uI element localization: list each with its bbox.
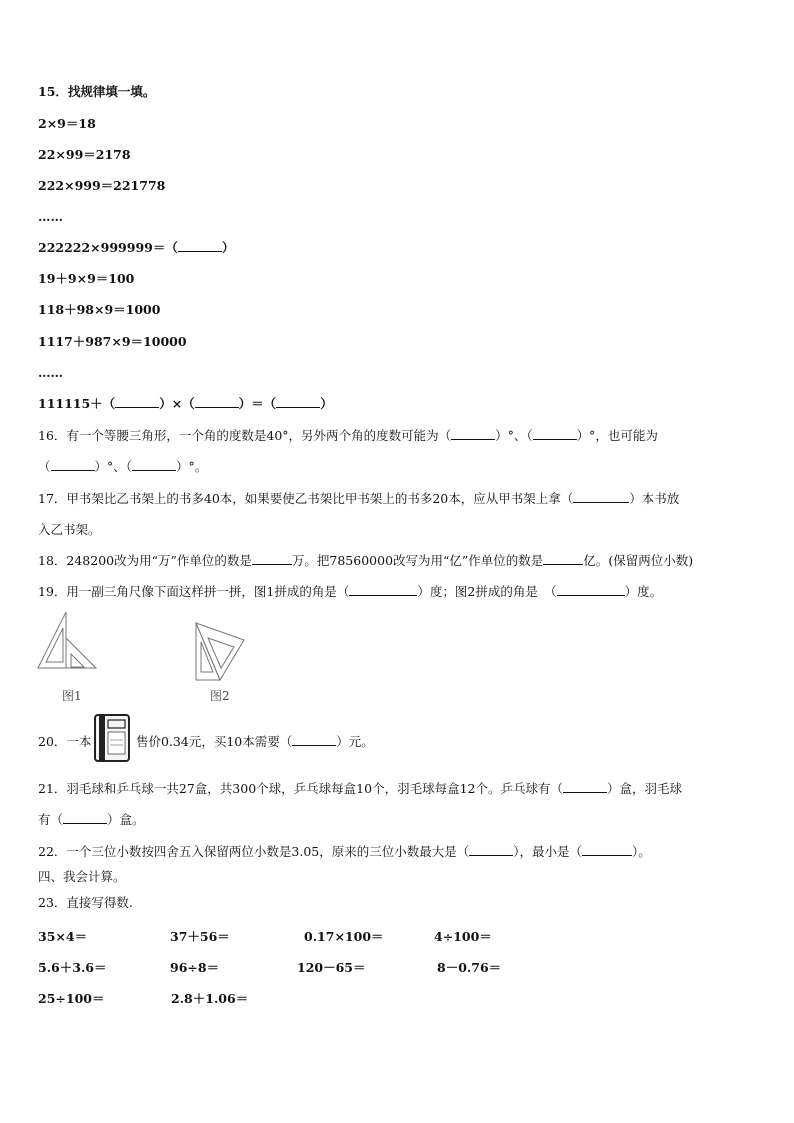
answer-blank[interactable] — [563, 781, 607, 793]
q21-line-1 — [38, 781, 682, 797]
q16-text-6: ）°。 — [176, 459, 208, 474]
q17-text-1: 17．甲书架比乙书架上的书多40本，如果要使乙书架比甲书架上的书多20本，应从甲书架上拿（ — [38, 491, 574, 506]
q15-line-2: 22×99＝2178 — [38, 147, 131, 162]
q17-line-2: 入乙书架。 — [38, 522, 101, 537]
calc-item: 120－65＝ — [297, 960, 366, 975]
q21-text-1: 21．羽毛球和乒乓球一共27盒，共300个球，乒乓球每盒10个，羽毛球每盒12个。乒乓球有（ — [38, 781, 563, 796]
set-square-45 — [196, 623, 244, 680]
q16-text-4: （ — [38, 459, 51, 474]
q20-text-3: ）元。 — [336, 734, 374, 749]
figure-2-label: 图2 — [210, 689, 230, 703]
calc-item: 35×4＝ — [38, 929, 88, 944]
q15-line-5: 118＋98×9＝1000 — [38, 302, 161, 317]
calc-item: 2.8＋1.06＝ — [171, 991, 249, 1006]
answer-blank[interactable] — [349, 584, 417, 596]
q22-text-1: 22．一个三位小数按四舍五入保留两位小数是3.05，原来的三位小数最大是（ — [38, 844, 470, 859]
calc-item: 4÷100＝ — [434, 929, 492, 944]
answer-blank[interactable] — [63, 812, 107, 824]
figure-2-set-squares — [190, 620, 248, 684]
calc-item: 8－0.76＝ — [437, 960, 502, 975]
q16-line-1 — [38, 428, 658, 444]
q17-text-2: ）本书放 — [629, 491, 680, 506]
q15-line-1: 2×9＝18 — [38, 116, 96, 131]
figure-1-set-squares — [36, 610, 98, 682]
answer-blank[interactable] — [292, 734, 336, 746]
q19-text-3: ）度。 — [624, 584, 663, 599]
answer-blank[interactable] — [51, 459, 95, 471]
q15-title: 15．找规律填一填。 — [38, 84, 156, 99]
q22-line — [38, 844, 651, 860]
notebook-icon — [91, 712, 133, 764]
calc-item: 37＋56＝ — [170, 929, 230, 944]
q16-line-2 — [38, 459, 207, 475]
calc-item: 96÷8＝ — [170, 960, 220, 975]
q17-line-1 — [38, 491, 679, 507]
answer-blank[interactable] — [252, 553, 292, 565]
figure-1-label: 图1 — [62, 689, 82, 703]
q18-line — [38, 553, 693, 569]
q21-text-4: ）盒。 — [107, 812, 145, 827]
q20-line — [38, 734, 91, 750]
section-heading: 四、我会计算。 — [38, 869, 126, 884]
q19-text-1: 19．用一副三角尺像下面这样拼一拼，图1拼成的角是（ — [38, 584, 350, 599]
q15-ask2-b: ）×（ — [159, 396, 195, 411]
set-square-30-60 — [38, 612, 66, 668]
q15-line-4: 19＋9×9＝100 — [38, 271, 135, 286]
q19-text-2: ）度；图2拼成的角是 （ — [417, 584, 557, 599]
q21-text-3: 有（ — [38, 812, 64, 827]
calc-item: 0.17×100＝ — [304, 929, 384, 944]
q15-ask-2 — [38, 396, 333, 412]
q15-ask2-d: ） — [320, 396, 333, 411]
q16-text-3: ）°，也可能为 — [576, 428, 658, 443]
q23-title: 23．直接写得数. — [38, 895, 133, 910]
answer-blank[interactable] — [557, 584, 625, 596]
q16-text-2: ）°、（ — [495, 428, 533, 443]
answer-blank[interactable] — [132, 459, 176, 471]
q15-line-3: 222×999＝221778 — [38, 178, 166, 193]
answer-blank[interactable] — [543, 553, 583, 565]
q15-line-6: 1117＋987×9＝10000 — [38, 334, 187, 349]
q20-text-1: 20．一本 — [38, 734, 92, 749]
calc-item: 5.6＋3.6＝ — [38, 960, 107, 975]
q22-text-3: ）。 — [632, 844, 651, 859]
q15-ask-1 — [38, 240, 234, 256]
q15-ask1-prefix: 222222×999999＝（ — [38, 240, 178, 255]
q15-ask2-c: ）＝（ — [238, 396, 277, 411]
answer-blank[interactable] — [115, 396, 159, 408]
answer-blank[interactable] — [533, 428, 577, 440]
q19-line — [38, 584, 662, 600]
answer-blank[interactable] — [582, 844, 632, 856]
q18-text-1: 18．248200改为用“万”作单位的数是 — [38, 553, 252, 568]
q21-text-2: ）盒，羽毛球 — [606, 781, 682, 796]
q22-text-2: ），最小是（ — [513, 844, 583, 859]
q20-line-rest — [136, 734, 374, 750]
answer-blank[interactable] — [195, 396, 239, 408]
q18-text-2: 万。把78560000改写为用“亿”作单位的数是 — [291, 553, 544, 568]
q16-text-5: ）°、（ — [94, 459, 133, 474]
answer-blank[interactable] — [573, 491, 629, 503]
q15-ask1-suffix: ） — [221, 240, 235, 255]
answer-blank[interactable] — [469, 844, 513, 856]
q18-text-3: 亿。(保留两位小数) — [583, 553, 694, 568]
q21-line-2 — [38, 812, 145, 828]
q15-ask2-a: 111115＋（ — [38, 396, 116, 411]
q15-ellipsis-1: …… — [38, 209, 63, 224]
q20-text-2: 售价0.34元，买10本需要（ — [136, 734, 293, 749]
q15-ellipsis-2: …… — [38, 365, 63, 380]
answer-blank[interactable] — [451, 428, 495, 440]
answer-blank[interactable] — [276, 396, 320, 408]
q16-text-1: 16．有一个等腰三角形，一个角的度数是40°，另外两个角的度数可能为（ — [38, 428, 452, 443]
answer-blank[interactable] — [178, 240, 222, 252]
calc-item: 25÷100＝ — [38, 991, 105, 1006]
